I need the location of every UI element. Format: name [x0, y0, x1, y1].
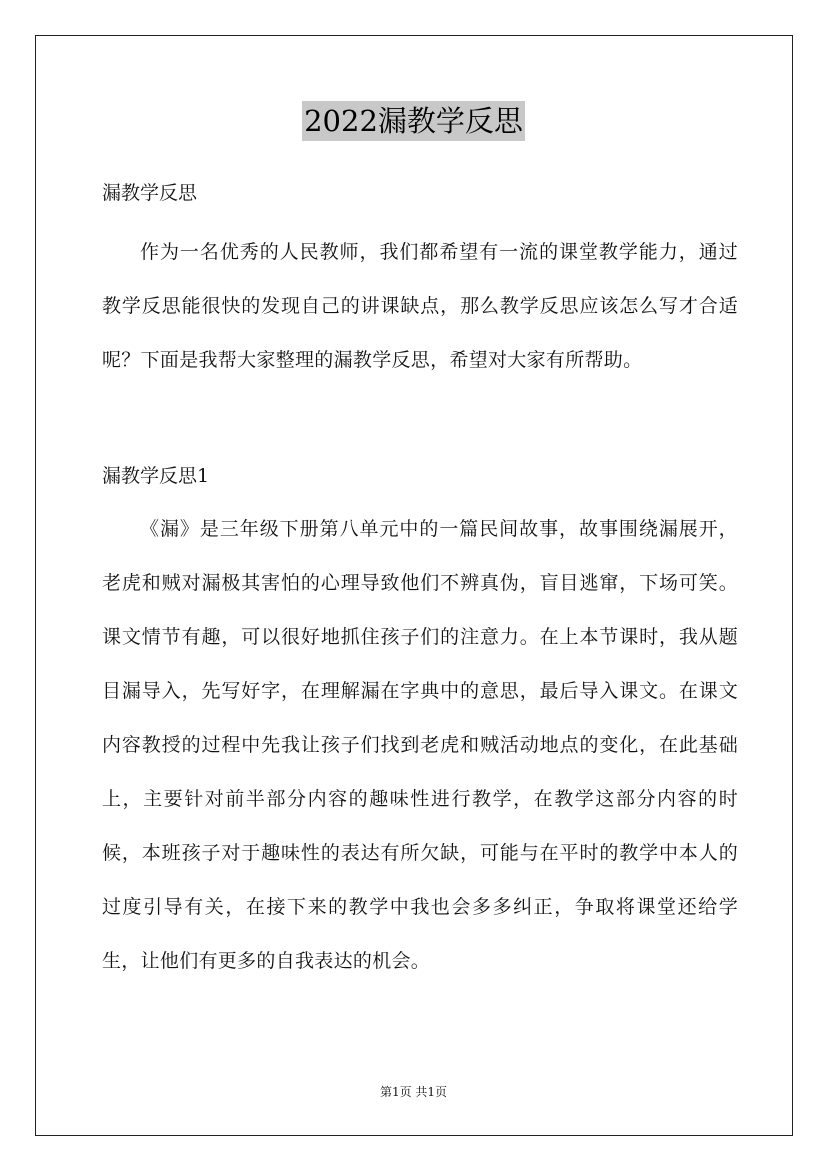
- body-paragraph: 《漏》是三年级下册第八单元中的一篇民间故事，故事围绕漏展开，老虎和贼对漏极其害怕的心理导致他们不辨真伪，盲目逃窜，下场可笑。课文情节有趣，可以很好地抓住孩子们的注意力。在上本节课时，我从题目漏导入，先写好字，在理解漏在字典中的意思，最后导入课文。在课文内容教授的过程中先我让孩子们找到老虎和贼活动地点的变化，在此基础上，主要针对前半部分内容的趣味性进行教学，在教学这部分内容的时候，本班孩子对于趣味性的表达有所欠缺，可能与在平时的教学中本人的过度引导有关，在接下来的教学中我也会多多纠正，争取将课堂还给学生，让他们有更多的自我表达的机会。: [102, 518, 738, 972]
- section-heading: 漏教学反思: [102, 182, 198, 204]
- subsection-heading: 漏教学反思1: [102, 465, 210, 487]
- title-container: [0, 101, 827, 141]
- intro-paragraph: 作为一名优秀的人民教师，我们都希望有一流的课堂教学能力，通过教学反思能很快的发现自己的讲课缺点，那么教学反思应该怎么写才合适呢？下面是我帮大家整理的漏教学反思，希望对大家有所帮助。: [102, 241, 738, 371]
- document-body: [102, 177, 738, 988]
- page-footer: [0, 1083, 827, 1100]
- page-number-label: 第1页 共1页: [379, 1085, 448, 1099]
- document-title: 2022漏教学反思: [302, 101, 525, 141]
